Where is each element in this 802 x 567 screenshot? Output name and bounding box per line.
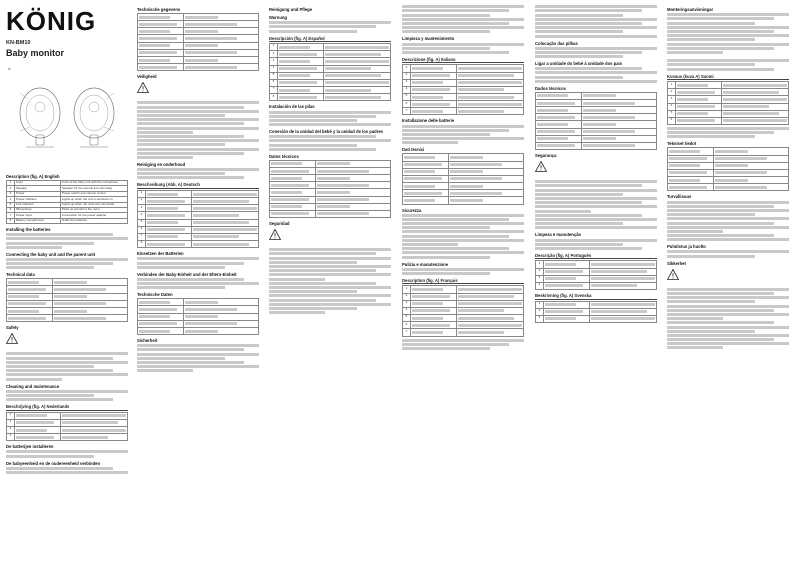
part-number: 2 — [7, 186, 15, 191]
part-description: Power switch and volume control — [60, 191, 127, 196]
tech-it-heading: Dati tecnici — [402, 147, 425, 153]
safety-es-heading: Seguridad — [269, 221, 290, 227]
safety-fi-heading: Turvallisuus — [667, 194, 692, 200]
part-description: Picks up sounds in the room — [60, 207, 127, 212]
warning-triangle-icon — [6, 333, 18, 344]
tech-fi-heading: Tekniset tiedot — [667, 141, 697, 147]
figure-label: A — [8, 66, 11, 71]
desc-it-heading: Descrizione (fig. A) Italiano — [402, 57, 524, 64]
connect-nl-heading: De babyeenheid en de oudereenheid verbinden — [6, 460, 101, 466]
warning-label: Warnung — [269, 15, 287, 20]
warning-triangle-icon — [667, 269, 679, 280]
tech-nl-heading: Technische gegevens — [137, 7, 181, 12]
column-2 — [137, 4, 259, 564]
desc-pt-heading: Descrição (fig. A) Português — [535, 253, 657, 260]
info-heading: Monteringsanvisningar — [667, 7, 714, 12]
cleaning-pt-heading: Limpeza e manutenção — [535, 232, 582, 238]
parts-table-nl: 1 2 3 4 — [6, 412, 128, 442]
parts-row — [7, 218, 128, 223]
install-batteries-heading: Installing the batteries — [6, 227, 51, 232]
cleaning-fi-heading: Puhdistus ja huolto — [667, 244, 706, 250]
tech-de-heading: Technische Daten — [137, 292, 173, 298]
part-description: Speaker for the sounds from the baby — [60, 186, 127, 191]
technical-data-table-fi — [667, 147, 789, 191]
column-5 — [535, 4, 657, 564]
parts-table-de: 1 2 3 4 5 6 7 8 — [137, 190, 259, 248]
model-number: KN-BM10 — [6, 40, 31, 46]
connect-de-heading: Verbinden der Baby-Einheit und der Eltern-Einheit — [137, 271, 237, 277]
column-4 — [402, 4, 524, 564]
part-description: Lights up when the units are connected — [60, 202, 127, 207]
tech-es-heading: Datos técnicos — [269, 153, 299, 159]
cleaning-nl-heading: Reiniging en onderhoud — [137, 161, 186, 167]
connect-heading: Connecting the baby unit and the parent unit — [6, 251, 96, 257]
desc-fi-heading: Kuvaus (kuva A) Suomi — [667, 74, 789, 81]
parts-table-pt: 1 2 3 4 — [535, 260, 657, 290]
part-number: 8 — [7, 218, 15, 223]
batteries-es-heading: Instalación de las pilas — [269, 104, 315, 110]
batteries-nl-heading: De batterijen installeren — [6, 444, 54, 450]
connect-es-heading: Conexión de la unidad del bebé y la unidad de los padres — [269, 129, 384, 135]
part-number: 1 — [7, 181, 15, 186]
cleaning-it-heading: Pulizia e manutenzione — [402, 261, 449, 267]
product-title: Baby monitor — [6, 48, 65, 58]
technical-data-table-nl — [137, 13, 259, 71]
part-name: Battery compartment — [15, 218, 61, 223]
parts-table-fr: 1 2 3 4 5 6 7 — [402, 285, 524, 336]
column-1 — [6, 4, 128, 564]
part-number: 7 — [7, 213, 15, 218]
desc-es-heading: Descripción (fig. A) Español — [269, 36, 391, 43]
cleaning-de-heading: Reinigung und Pflege — [269, 7, 313, 12]
part-name: Power indicator — [15, 197, 61, 202]
safety-nl-heading: Veiligheid — [137, 74, 157, 80]
safety-pt-heading: Segurança — [535, 153, 557, 159]
technical-data-table-es — [269, 160, 391, 218]
part-name: Power input — [15, 213, 61, 218]
technical-data-table-en — [6, 278, 128, 322]
batteries-de-heading: Einsetzen der Batterien — [137, 251, 184, 257]
part-description: Connection for the power adapter — [60, 213, 127, 218]
connect-pt-heading: Ligar a unidade do bebé à unidade dos pais — [535, 61, 623, 67]
safety-heading: Safety — [6, 325, 19, 331]
parts-table-es: 1 2 3 4 5 6 7 8 — [269, 43, 391, 101]
part-name: Power — [15, 191, 61, 196]
baby-monitor-drawing — [6, 73, 128, 169]
device-illustration — [6, 73, 128, 171]
column-6 — [667, 4, 789, 564]
batteries-it-heading: Installazione delle batterie — [402, 118, 455, 124]
desc-de-heading: Beschreibung (Abb. A) Deutsch — [137, 182, 259, 189]
desc-nl-heading: Beschrijving (fig. A) Nederlands — [6, 404, 128, 411]
part-number: 3 — [7, 191, 15, 196]
parts-table-it: 1 2 3 4 5 6 7 — [402, 64, 524, 115]
desc-fr-heading: Description (fig. A) Français — [402, 278, 524, 285]
technical-data-table-de — [137, 298, 259, 335]
parts-table — [6, 180, 128, 224]
technical-data-table-pt — [535, 92, 657, 150]
warning-triangle-icon — [269, 229, 281, 240]
part-description: Front of the baby unit with the microphone — [60, 181, 127, 186]
parts-table-fi: 1 2 3 4 5 6 — [667, 81, 789, 125]
brand-logo — [6, 8, 128, 34]
part-name: Speaker — [15, 186, 61, 191]
part-name: Microphone — [15, 207, 61, 212]
cleaning-es-heading: Limpieza y mantenimiento — [402, 36, 455, 42]
part-name: Front — [15, 181, 61, 186]
column-3 — [269, 4, 391, 564]
part-description: Lights up when the unit is switched on — [60, 197, 127, 202]
parts-table-sv: 1 2 3 — [535, 301, 657, 323]
cleaning-heading: Cleaning and maintenance — [6, 383, 60, 389]
tech-pt-heading: Dados técnicos — [535, 85, 566, 91]
warning-triangle-icon — [535, 161, 547, 172]
part-name: Link indicator — [15, 202, 61, 207]
konig-logo: KÖNIG — [6, 6, 97, 36]
safety-no-heading: Sikkerhet — [667, 260, 686, 266]
safety-de-heading: Sicherheit — [137, 338, 158, 344]
desc-sv-heading: Beskrivning (fig. A) Svenska — [535, 293, 657, 300]
part-number: 5 — [7, 202, 15, 207]
warning-triangle-icon — [137, 82, 149, 93]
part-number: 4 — [7, 197, 15, 202]
parts-heading: Description (fig. A) English — [6, 174, 60, 179]
part-description: Holds the batteries — [60, 218, 127, 223]
safety-it-heading: Sicurezza — [402, 207, 422, 213]
batteries-pt-heading: Colocação das pilhas — [535, 40, 578, 46]
technical-data-heading: Technical data — [6, 272, 35, 278]
part-number: 6 — [7, 207, 15, 212]
technical-data-table-it — [402, 153, 524, 204]
